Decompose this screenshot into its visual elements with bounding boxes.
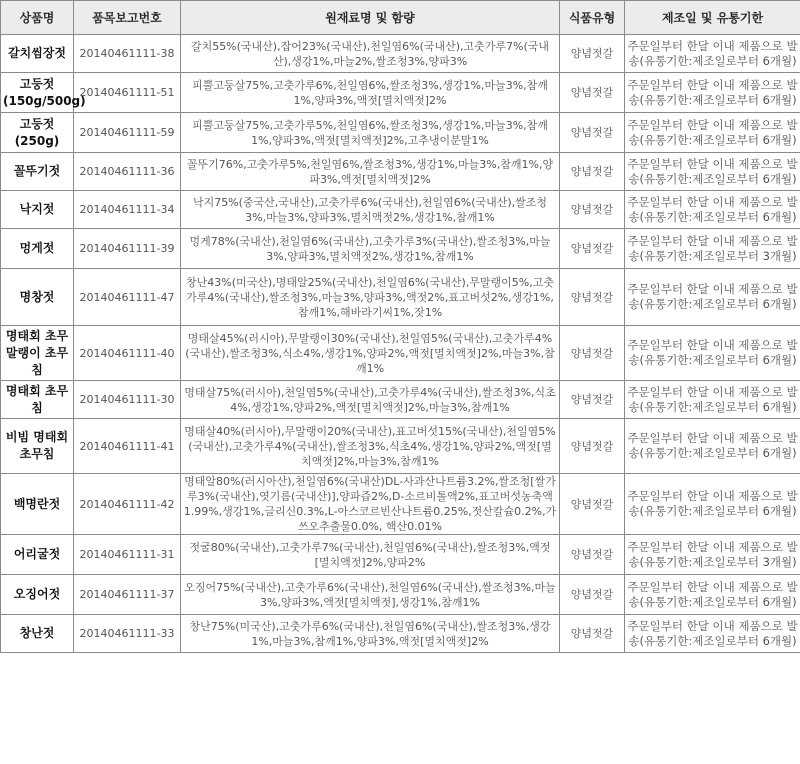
ingredients-cell: 명태살45%(러시아),무말랭이30%(국내산),천일염5%(국내산),고춧가루4%(국내산),쌀조청3%,식소4%,생강1%,양파2%,액젓[멸치액젓]2%,마늘3%,참깨1% bbox=[181, 326, 560, 381]
shelf-life-cell: 주문일부터 한달 이내 제품으로 발송(유통기한:제조일로부터 6개월) bbox=[625, 35, 800, 73]
report-number-cell: 20140461111-31 bbox=[74, 535, 181, 575]
ingredients-cell: 명태살75%(러시아),천일염5%(국내산),고춧가루4%(국내산),쌀조청3%,식초4%,생강1%,양파2%,액젓[멸치액젓]2%,마늘3%,참깨1% bbox=[181, 381, 560, 419]
product-name-cell: 꼴뚜기젓 bbox=[1, 153, 74, 191]
report-number-cell: 20140461111-42 bbox=[74, 474, 181, 535]
food-type-cell: 양념젓갈 bbox=[560, 113, 625, 153]
food-type-cell: 양념젓갈 bbox=[560, 191, 625, 229]
header-ingredients: 원재료명 및 함량 bbox=[181, 1, 560, 35]
report-number-cell: 20140461111-30 bbox=[74, 381, 181, 419]
shelf-life-cell: 주문일부터 한달 이내 제품으로 발송(유통기한:제조일로부터 6개월) bbox=[625, 474, 800, 535]
table-row bbox=[1, 381, 800, 419]
table-row bbox=[1, 615, 800, 653]
shelf-life-cell: 주문일부터 한달 이내 제품으로 발송(유통기한:제조일로부터 3개월) bbox=[625, 229, 800, 269]
report-number-cell: 20140461111-47 bbox=[74, 269, 181, 326]
table-row bbox=[1, 535, 800, 575]
table-row bbox=[1, 269, 800, 326]
food-type-cell: 양념젓갈 bbox=[560, 419, 625, 474]
ingredients-cell: 피뿔고둥살75%,고춧가루5%,천일염6%,쌀조청3%,생강1%,마늘3%,참깨1%,양파3%,액젓[멸치액젓]2%,고추냉이분말1% bbox=[181, 113, 560, 153]
table-row bbox=[1, 191, 800, 229]
table-row bbox=[1, 73, 800, 113]
product-name-cell: 어리굴젓 bbox=[1, 535, 74, 575]
ingredients-cell: 오징어75%(국내산),고춧가루6%(국내산),천일염6%(국내산),쌀조청3%,마늘3%,양파3%,액젓[멸치액젓],생강1%,참깨1% bbox=[181, 575, 560, 615]
food-type-cell: 양념젓갈 bbox=[560, 615, 625, 653]
header-product-name: 상품명 bbox=[1, 1, 74, 35]
shelf-life-cell: 주문일부터 한달 이내 제품으로 발송(유통기한:제조일로부터 6개월) bbox=[625, 326, 800, 381]
product-name-cell: 백명란젓 bbox=[1, 474, 74, 535]
food-type-cell: 양념젓갈 bbox=[560, 229, 625, 269]
product-name-cell: 낙지젓 bbox=[1, 191, 74, 229]
food-type-cell: 양념젓갈 bbox=[560, 326, 625, 381]
ingredients-cell: 멍게78%(국내산),천일염6%(국내산),고춧가루3%(국내산),쌀조청3%,마늘3%,양파3%,멸치액젓2%,생강1%,참깨1% bbox=[181, 229, 560, 269]
table-row bbox=[1, 35, 800, 73]
table-row bbox=[1, 229, 800, 269]
food-type-cell: 양념젓갈 bbox=[560, 35, 625, 73]
ingredients-cell: 명태살40%(러시아),무말랭이20%(국내산),표고버섯15%(국내산),천일염5%(국내산),고춧가루4%(국내산),쌀조청3%,식초4%,생강1%,양파2%,액젓[멸치액젓]2%,마늘3%,참깨1% bbox=[181, 419, 560, 474]
ingredients-cell: 낙지75%(중국산,국내산),고춧가루6%(국내산),천일염6%(국내산),쌀조청3%,마늘3%,양파3%,멸치액젓2%,생강1%,참깨1% bbox=[181, 191, 560, 229]
shelf-life-cell: 주문일부터 한달 이내 제품으로 발송(유통기한:제조일로부터 6개월) bbox=[625, 113, 800, 153]
food-type-cell: 양념젓갈 bbox=[560, 535, 625, 575]
ingredients-cell: 명태알80%(러시아산),천일염6%(국내산)DL-사과산나트륨3.2%,쌀조청[쌀가루3%(국내산),엿기름(국내산)],양파즙2%,D-소르비톨액2%,표고버섯농축액1.99%,생강1%,글리신0.3%,L-아스코르빈산나트륨0.25%,젓산칼슘0.2%,가쓰오추출물0.0%, 핵산0.01% bbox=[181, 474, 560, 535]
report-number-cell: 20140461111-37 bbox=[74, 575, 181, 615]
shelf-life-cell: 주문일부터 한달 이내 제품으로 발송(유통기한:제조일로부터 6개월) bbox=[625, 615, 800, 653]
product-name-cell: 명창젓 bbox=[1, 269, 74, 326]
product-name-cell: 고둥젓(250g) bbox=[1, 113, 74, 153]
table-row bbox=[1, 113, 800, 153]
report-number-cell: 20140461111-36 bbox=[74, 153, 181, 191]
food-type-cell: 양념젓갈 bbox=[560, 269, 625, 326]
product-name-cell: 창난젓 bbox=[1, 615, 74, 653]
ingredients-cell: 꼴뚜기76%,고춧가루5%,천일염6%,쌀조청3%,생강1%,마늘3%,참깨1%,양파3%,액젓[멸치액젓]2% bbox=[181, 153, 560, 191]
shelf-life-cell: 주문일부터 한달 이내 제품으로 발송(유통기한:제조일로부터 3개월) bbox=[625, 535, 800, 575]
report-number-cell: 20140461111-40 bbox=[74, 326, 181, 381]
header-report-number: 품목보고번호 bbox=[74, 1, 181, 35]
shelf-life-cell: 주문일부터 한달 이내 제품으로 발송(유통기한:제조일로부터 6개월) bbox=[625, 191, 800, 229]
ingredients-cell: 젓굴80%(국내산),고춧가루7%(국내산),천일염6%(국내산),쌀조청3%,액젓[멸치액젓]2%,양파2% bbox=[181, 535, 560, 575]
product-name-cell: 고둥젓(150g/500g) bbox=[1, 73, 74, 113]
table-row bbox=[1, 575, 800, 615]
food-type-cell: 양념젓갈 bbox=[560, 381, 625, 419]
food-type-cell: 양념젓갈 bbox=[560, 575, 625, 615]
food-type-cell: 양념젓갈 bbox=[560, 153, 625, 191]
shelf-life-cell: 주문일부터 한달 이내 제품으로 발송(유통기한:제조일로부터 6개월) bbox=[625, 381, 800, 419]
shelf-life-cell: 주문일부터 한달 이내 제품으로 발송(유통기한:제조일로부터 6개월) bbox=[625, 73, 800, 113]
table-row bbox=[1, 153, 800, 191]
ingredients-cell: 창난75%(미국산),고춧가루6%(국내산),천일염6%(국내산),쌀조청3%,생강1%,마늘3%,참깨1%,양파3%,액젓[멸치액젓]2% bbox=[181, 615, 560, 653]
ingredients-cell: 창난43%(미국산),명태알25%(국내산),천일염6%(국내산),무말랭이5%,고춧가루4%(국내산),쌀조청3%,마늘3%,양파3%,액젓2%,표고버섯2%,생강1%,참깨1%,해바라기씨1%,잣1% bbox=[181, 269, 560, 326]
product-name-cell: 명태회 초무침 bbox=[1, 381, 74, 419]
table-row bbox=[1, 419, 800, 474]
report-number-cell: 20140461111-51 bbox=[74, 73, 181, 113]
product-name-cell: 멍게젓 bbox=[1, 229, 74, 269]
food-type-cell: 양념젓갈 bbox=[560, 73, 625, 113]
report-number-cell: 20140461111-59 bbox=[74, 113, 181, 153]
table-row bbox=[1, 326, 800, 381]
shelf-life-cell: 주문일부터 한달 이내 제품으로 발송(유통기한:제조일로부터 6개월) bbox=[625, 269, 800, 326]
table-row bbox=[1, 474, 800, 535]
report-number-cell: 20140461111-39 bbox=[74, 229, 181, 269]
ingredients-cell: 피뿔고둥살75%,고춧가루6%,천일염6%,쌀조청3%,생강1%,마늘3%,참깨1%,양파3%,액젓[멸치액젓]2% bbox=[181, 73, 560, 113]
product-name-cell: 명태회 초무말랭이 초무침 bbox=[1, 326, 74, 381]
food-type-cell: 양념젓갈 bbox=[560, 474, 625, 535]
report-number-cell: 20140461111-38 bbox=[74, 35, 181, 73]
shelf-life-cell: 주문일부터 한달 이내 제품으로 발송(유통기한:제조일로부터 6개월) bbox=[625, 153, 800, 191]
report-number-cell: 20140461111-34 bbox=[74, 191, 181, 229]
shelf-life-cell: 주문일부터 한달 이내 제품으로 발송(유통기한:제조일로부터 6개월) bbox=[625, 419, 800, 474]
ingredients-cell: 갈치55%(국내산),잡어23%(국내산),천일염6%(국내산),고춧가루7%(국내산),생강1%,마늘2%,쌀조청3%,양파3% bbox=[181, 35, 560, 73]
shelf-life-cell: 주문일부터 한달 이내 제품으로 발송(유통기한:제조일로부터 6개월) bbox=[625, 575, 800, 615]
report-number-cell: 20140461111-41 bbox=[74, 419, 181, 474]
product-name-cell: 갈치씸장젓 bbox=[1, 35, 74, 73]
product-name-cell: 비빔 명태회 초무침 bbox=[1, 419, 74, 474]
header-shelf-life: 제조일 및 유통기한 bbox=[625, 1, 800, 35]
header-food-type: 식품유형 bbox=[560, 1, 625, 35]
report-number-cell: 20140461111-33 bbox=[74, 615, 181, 653]
header-row bbox=[1, 1, 800, 35]
product-name-cell: 오징어젓 bbox=[1, 575, 74, 615]
